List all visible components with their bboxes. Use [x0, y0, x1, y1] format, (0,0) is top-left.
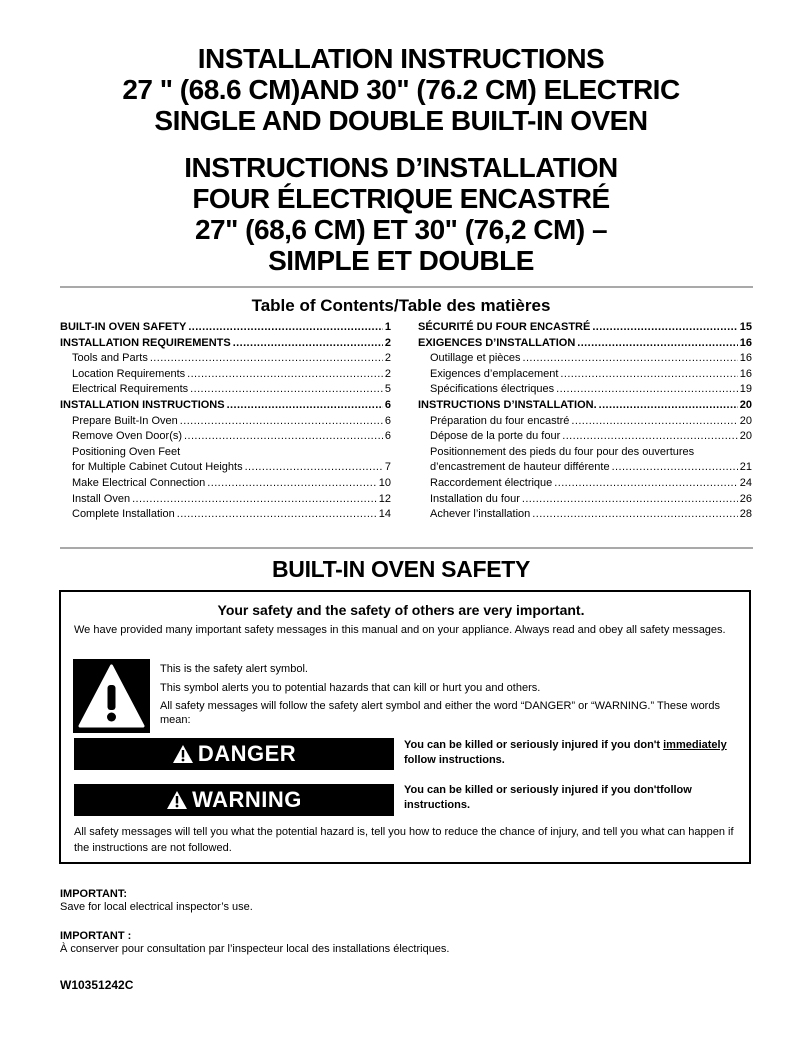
- toc-entry-page: 14: [378, 508, 391, 521]
- toc-entry[interactable]: [418, 476, 752, 492]
- toc-entry[interactable]: [418, 336, 752, 352]
- toc-entry[interactable]: [60, 351, 391, 367]
- toc-entry-label: Spécifications électriques: [430, 383, 555, 396]
- note-text: À conserver pour consultation par l’inspecteur local des installations électriques.: [60, 943, 450, 955]
- title-line: SINGLE AND DOUBLE BUILT-IN OVEN: [154, 105, 648, 136]
- toc-entry-page: 15: [739, 321, 752, 333]
- toc-entry-page: 5: [384, 383, 391, 396]
- toc-entry-label: Préparation du four encastré: [430, 414, 570, 427]
- title-line: FOUR ÉLECTRIQUE ENCASTRÉ: [192, 183, 610, 214]
- danger-desc-text: follow instructions.: [404, 754, 505, 766]
- toc-entry-page: 12: [378, 492, 391, 505]
- toc-entry-label: Location Requirements: [72, 367, 186, 380]
- toc-entry[interactable]: [60, 507, 391, 523]
- toc-entry[interactable]: [60, 476, 391, 492]
- toc-entry[interactable]: [60, 367, 391, 383]
- toc-entry[interactable]: [60, 429, 391, 445]
- danger-desc-emphasis: immediately: [663, 739, 727, 751]
- toc-entry-page: 10: [378, 476, 391, 489]
- note-text: Save for local electrical inspector’s use.: [60, 901, 253, 913]
- toc-entry[interactable]: [60, 398, 391, 414]
- toc-entry-label: Achever l’installation: [430, 508, 531, 521]
- toc-entry-page: 21: [739, 461, 752, 474]
- toc-heading: Table of Contents/Table des matières: [251, 296, 551, 315]
- divider: [60, 547, 753, 549]
- alert-line: All safety messages will follow the safety alert symbol and either the word “DANGER” or “WARNING.” These words mean:: [160, 700, 720, 726]
- toc-entry-page: 6: [384, 398, 391, 411]
- divider: [60, 286, 753, 288]
- toc-entry-label: Positionnement des pieds du four pour des ouvertures: [430, 445, 695, 458]
- toc-entry-label: Raccordement électrique: [430, 476, 553, 489]
- toc-entry[interactable]: [60, 460, 391, 476]
- toc-entry-page: 7: [384, 461, 391, 474]
- toc-leader-dots: [188, 320, 383, 336]
- toc-entry-page: 19: [739, 383, 752, 396]
- toc-entry[interactable]: [60, 320, 391, 336]
- toc-leader-dots: [522, 492, 738, 508]
- title-line: 27" (68,6 CM) ET 30" (76,2 CM) –: [194, 214, 608, 245]
- toc-leader-dots: [132, 492, 377, 508]
- toc-leader-dots: [554, 476, 737, 492]
- warning-label: WARNING: [192, 787, 302, 812]
- toc-entry[interactable]: [418, 492, 752, 508]
- toc-entry-page: 20: [739, 430, 752, 443]
- toc-entry-label: Remove Oven Door(s): [72, 430, 183, 443]
- toc-entry[interactable]: [418, 320, 752, 336]
- danger-desc-text: You can be killed or seriously injured if you don't: [404, 739, 664, 751]
- toc-entry[interactable]: [418, 367, 752, 383]
- danger-signal-bar: [74, 738, 394, 770]
- document-code: W10351242C: [60, 978, 134, 992]
- toc-entry-label: INSTALLATION INSTRUCTIONS: [60, 398, 225, 411]
- toc-entry-label: Positioning Oven Feet: [72, 445, 181, 458]
- toc-leader-dots: [556, 382, 738, 398]
- toc-column-english: [60, 320, 391, 523]
- safety-intro: We have provided many important safety messages in this manual and on your appliance. Always read and obey all safety messages.: [74, 624, 726, 636]
- toc-entry-page: 16: [739, 336, 752, 349]
- toc-leader-dots: [207, 476, 376, 492]
- toc-entry-label: SÉCURITÉ DU FOUR ENCASTRÉ: [418, 321, 591, 333]
- toc-entry[interactable]: [60, 414, 391, 430]
- safety-heading: Your safety and the safety of others are very important.: [217, 602, 585, 618]
- warning-triangle-icon: [166, 790, 188, 810]
- toc-leader-dots: [245, 460, 383, 476]
- toc-entry[interactable]: [418, 445, 752, 461]
- toc-entry-page: 28: [739, 508, 752, 521]
- toc-entry[interactable]: [418, 429, 752, 445]
- important-note: [60, 930, 760, 956]
- toc-entry-label: Electrical Requirements: [72, 383, 189, 396]
- important-note: [60, 888, 760, 914]
- toc-entry-page: 26: [739, 492, 752, 505]
- toc-entry[interactable]: [418, 382, 752, 398]
- toc-entry-label: Prepare Built-In Oven: [72, 414, 178, 427]
- title-french: [0, 152, 802, 276]
- toc-entry-label: Complete Installation: [72, 508, 175, 521]
- title-line: INSTALLATION INSTRUCTIONS: [197, 43, 605, 74]
- toc-column-french: [418, 320, 752, 523]
- toc-leader-dots: [599, 398, 738, 414]
- toc-entry-page: 2: [384, 336, 391, 349]
- toc-leader-dots: [523, 351, 738, 367]
- note-heading: IMPORTANT:: [60, 888, 128, 900]
- toc-leader-dots: [233, 336, 383, 352]
- toc-entry-label: INSTALLATION REQUIREMENTS: [60, 336, 231, 349]
- toc-leader-dots: [187, 367, 383, 383]
- warning-description: You can be killed or seriously injured if you don'tfollow instructions.: [404, 784, 692, 811]
- toc-entry[interactable]: [60, 492, 391, 508]
- toc-entry-label: INSTRUCTIONS D’INSTALLATION.: [418, 398, 597, 411]
- toc-entry-page: 16: [739, 367, 752, 380]
- toc-entry-label: Installation du four: [430, 492, 520, 505]
- danger-label: DANGER: [197, 741, 297, 766]
- toc-leader-dots: [571, 414, 737, 430]
- toc-leader-dots: [190, 382, 383, 398]
- toc-leader-dots: [177, 507, 377, 523]
- toc-leader-dots: [532, 507, 737, 523]
- toc-entry[interactable]: [418, 351, 752, 367]
- toc-entry-label: EXIGENCES D’INSTALLATION: [418, 336, 576, 349]
- toc-leader-dots: [592, 320, 737, 336]
- safety-alert-icon: [73, 659, 150, 733]
- alert-line: This is the safety alert symbol.: [160, 663, 308, 675]
- toc-entry-label: Install Oven: [72, 492, 131, 505]
- toc-entry-page: 6: [384, 414, 391, 427]
- toc-entry-label: Tools and Parts: [72, 352, 148, 365]
- toc-entry-label: Outillage et pièces: [430, 352, 521, 365]
- toc-leader-dots: [227, 398, 383, 414]
- toc-entry[interactable]: [60, 336, 391, 352]
- toc-leader-dots: [150, 351, 383, 367]
- toc-entry[interactable]: [60, 445, 391, 461]
- warning-triangle-icon: [172, 744, 194, 764]
- toc-entry[interactable]: [418, 414, 752, 430]
- toc-entry[interactable]: [418, 460, 752, 476]
- toc-entry[interactable]: [418, 507, 752, 523]
- toc-entry[interactable]: [60, 382, 391, 398]
- toc-entry-page: 24: [739, 476, 752, 489]
- toc-entry-page: 6: [384, 430, 391, 443]
- danger-description: [404, 738, 749, 768]
- title-line: 27 " (68.6 CM)AND 30" (76.2 CM) ELECTRIC: [122, 74, 680, 105]
- toc-entry-label: BUILT-IN OVEN SAFETY: [60, 321, 187, 333]
- note-heading: IMPORTANT :: [60, 930, 132, 942]
- toc-leader-dots: [577, 336, 737, 352]
- toc-entry-label: d’encastrement de hauteur différente: [430, 461, 610, 474]
- toc-entry-page: 20: [739, 414, 752, 427]
- toc-entry-page: 2: [384, 367, 391, 380]
- warning-signal-bar: [74, 784, 394, 816]
- toc-entry-label: Dépose de la porte du four: [430, 430, 561, 443]
- toc-entry-label: Make Electrical Connection: [72, 476, 206, 489]
- toc-leader-dots: [560, 367, 737, 383]
- toc-leader-dots: [180, 414, 383, 430]
- toc-leader-dots: [562, 429, 737, 445]
- title-line: SIMPLE ET DOUBLE: [268, 245, 534, 276]
- toc-entry-label: Exigences d’emplacement: [430, 367, 559, 380]
- toc-entry-label: for Multiple Cabinet Cutout Heights: [72, 461, 243, 474]
- toc-leader-dots: [612, 460, 738, 476]
- toc-entry-page: 2: [384, 352, 391, 365]
- safety-outro: All safety messages will tell you what the potential hazard is, tell you how to reduce the chance of injury, and tell you what can happen if the instructions are not followed.: [74, 826, 734, 854]
- toc-entry-page: 16: [739, 352, 752, 365]
- toc-leader-dots: [184, 429, 383, 445]
- toc-entry[interactable]: [418, 398, 752, 414]
- alert-line: This symbol alerts you to potential hazards that can kill or hurt you and others.: [160, 682, 541, 694]
- warning-triangle-icon: [77, 663, 146, 729]
- toc-entry-page: 20: [739, 398, 752, 411]
- section-title: BUILT-IN OVEN SAFETY: [271, 556, 531, 582]
- title-english: [0, 43, 802, 136]
- title-line: INSTRUCTIONS D’INSTALLATION: [184, 152, 618, 183]
- toc-entry-page: 1: [384, 321, 391, 333]
